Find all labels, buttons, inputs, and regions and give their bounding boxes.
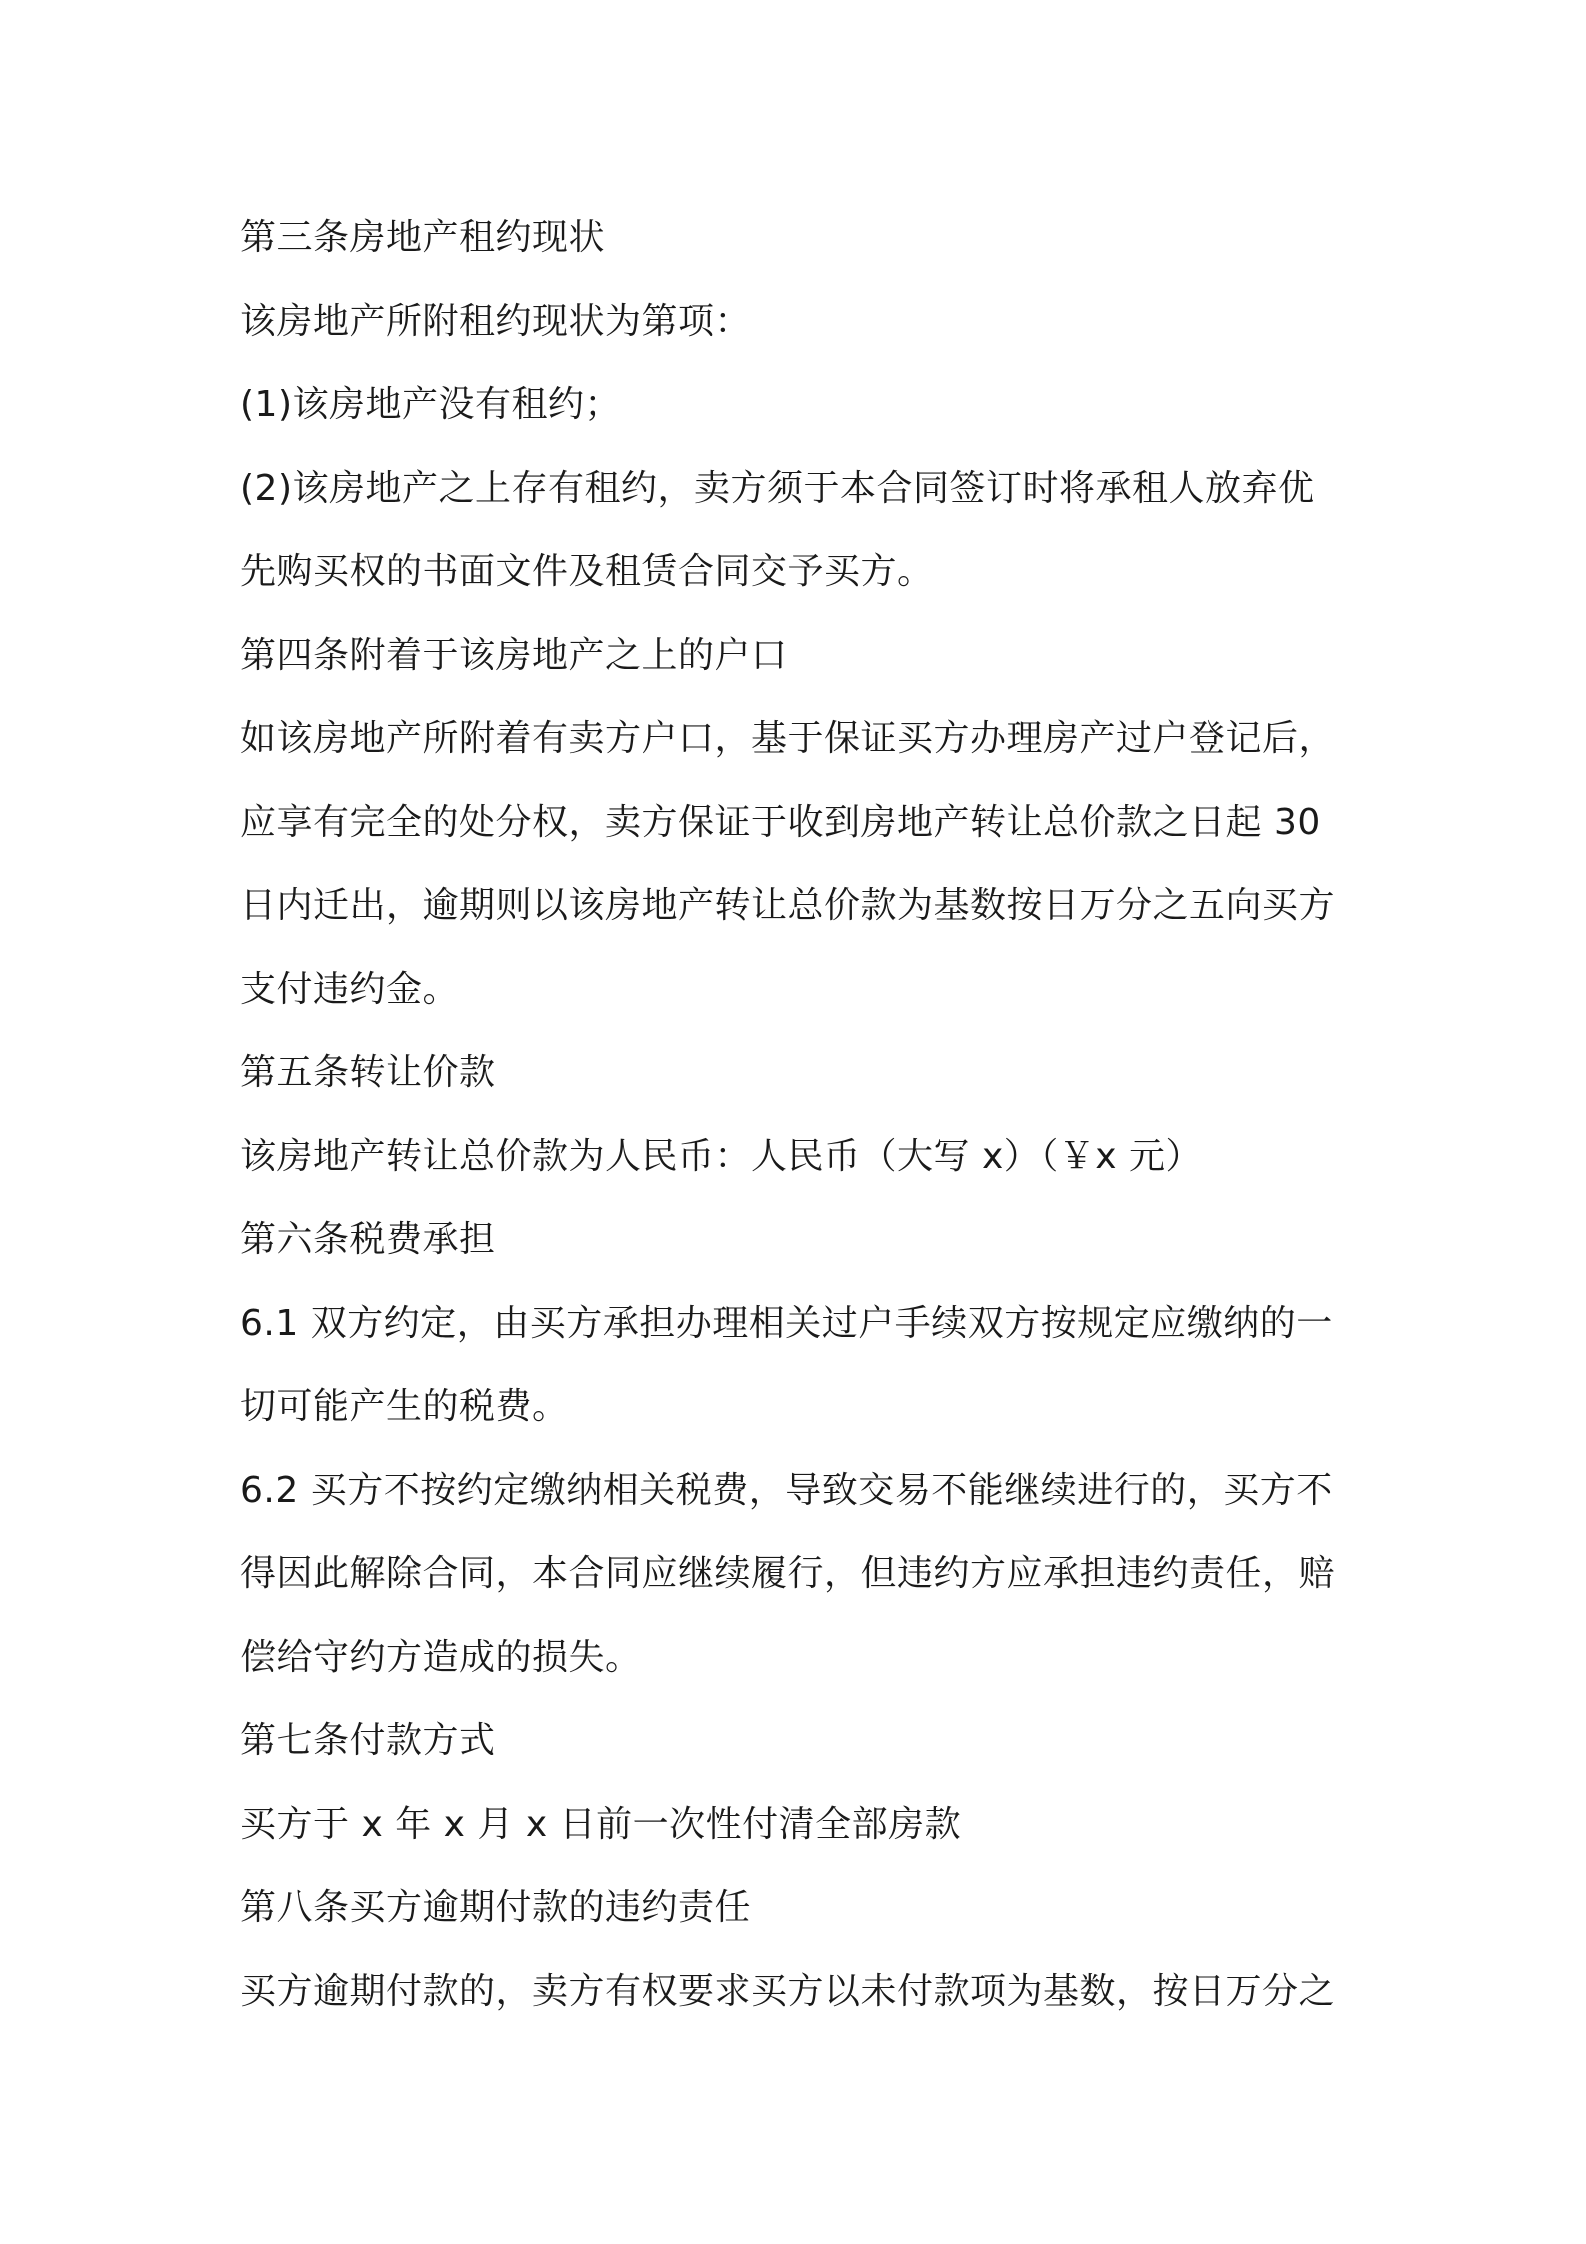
article-3-option-2-line-2: 先购买权的书面文件及租赁合同交予买方。 <box>240 551 934 592</box>
article-4-paragraph-line-2: 应享有完全的处分权，卖方保证于收到房地产转让总价款之日起 30 <box>240 801 1321 843</box>
article-8-heading: 第八条买方逾期付款的违约责任 <box>240 1887 752 1928</box>
article-3-option-1: (1)该房地产没有租约； <box>240 384 621 425</box>
article-7-heading: 第七条付款方式 <box>240 1720 496 1761</box>
article-7-paragraph: 买方于 x 年 x 月 x 日前一次性付清全部房款 <box>240 1803 962 1845</box>
article-4-paragraph-line-3: 日内迁出，逾期则以该房地产转让总价款为基数按日万分之五向买方 <box>240 885 1336 926</box>
article-6-2-line-2: 得因此解除合同，本合同应继续履行，但违约方应承担违约责任，赔 <box>240 1553 1336 1594</box>
article-6-2-line-1: 6.2 买方不按约定缴纳相关税费，导致交易不能继续进行的，买方不 <box>240 1469 1333 1511</box>
article-6-2-line-3: 偿给守约方造成的损失。 <box>240 1636 642 1678</box>
article-4-heading: 第四条附着于该房地产之上的户口 <box>240 634 788 676</box>
article-5-heading: 第五条转让价款 <box>240 1052 496 1093</box>
document-body <box>240 196 1350 2033</box>
article-8-paragraph-line-1: 买方逾期付款的，卖方有权要求买方以未付款项为基数，按日万分之 <box>240 1970 1336 2012</box>
article-4-paragraph-line-4: 支付违约金。 <box>240 968 460 1010</box>
article-3-heading: 第三条房地产租约现状 <box>240 217 606 258</box>
article-6-1-line-2: 切可能产生的税费。 <box>240 1386 569 1427</box>
article-3-intro: 该房地产所附租约现状为第项： <box>240 300 752 342</box>
article-5-price: 该房地产转让总价款为人民币：人民币（大写 x）（￥x 元） <box>240 1135 1202 1177</box>
article-6-heading: 第六条税费承担 <box>240 1219 496 1260</box>
article-3-option-2-line-1: (2)该房地产之上存有租约，卖方须于本合同签订时将承租人放弃优 <box>240 467 1315 509</box>
article-6-1-line-1: 6.1 双方约定，由买方承担办理相关过户手续双方按规定应缴纳的一 <box>240 1302 1333 1344</box>
article-4-paragraph-line-1: 如该房地产所附着有卖方户口，基于保证买方办理房产过户登记后， <box>240 718 1336 759</box>
